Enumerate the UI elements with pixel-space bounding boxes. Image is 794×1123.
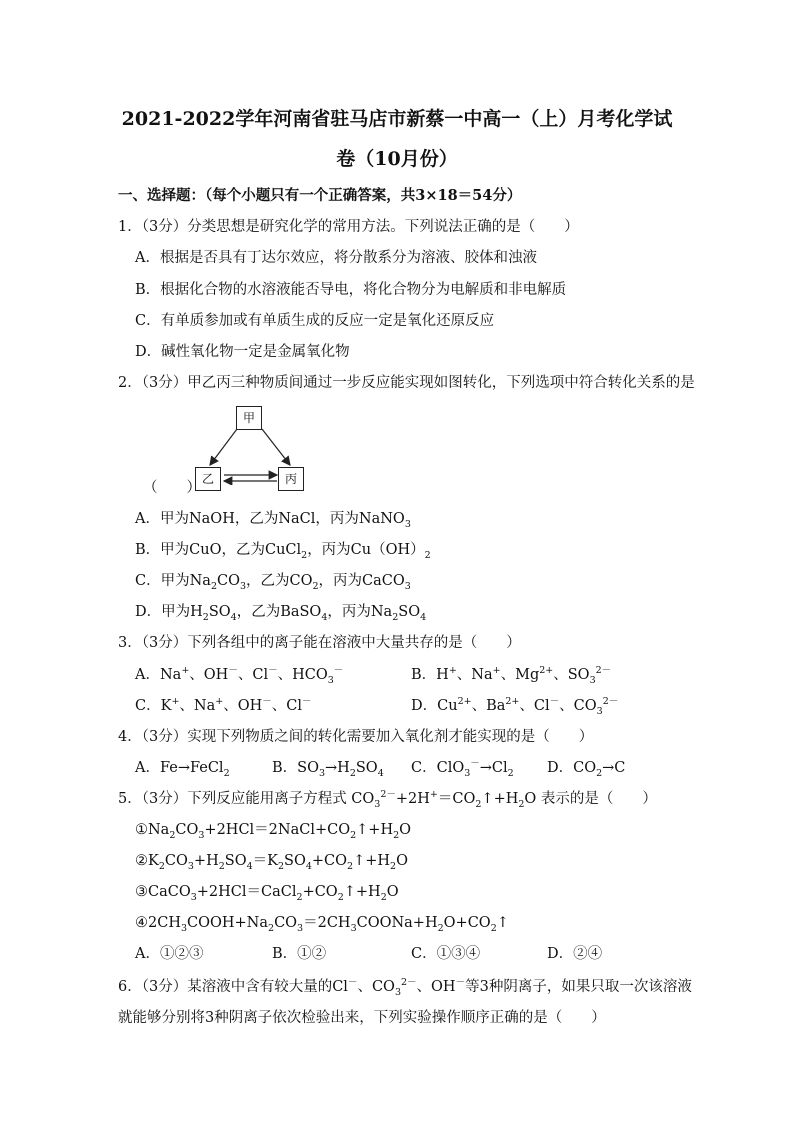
q4-option-c: C．$ClO_3^-\to Cl_2$ bbox=[411, 758, 514, 779]
exam-title-line-2: 卷（10月份） bbox=[336, 148, 458, 170]
q5-item-2: $②K_2CO_3+H_2SO_4=K_2SO_4+CO_2↑+H_2O$ bbox=[135, 853, 408, 872]
q5-option-b: B．①② bbox=[272, 946, 327, 962]
diagram-box-bing: 丙 bbox=[278, 467, 304, 491]
q3-option-a: A．Na+、OH－、Cl－、$HCO_3^-$ bbox=[135, 665, 344, 686]
q5-item-1: $①Na_2CO_3+2HCl=2NaCl+CO_2↑+H_2O$ bbox=[135, 822, 412, 841]
diagram-box-yi: 乙 bbox=[195, 467, 221, 491]
diagram-arrows bbox=[190, 405, 310, 485]
q1-option-c: C．有单质参加或有单质生成的反应一定是氧化还原反应 bbox=[135, 313, 495, 329]
q4-option-b: B．$SO_3\to H_2SO_4$ bbox=[272, 760, 384, 779]
q2-option-b: B．甲为CuO，乙为CuCl$_2$，丙为$Cu(OH)_2$ bbox=[135, 542, 431, 561]
q5-item-3: $③CaCO_3+2HCl=CaCl_2+CO_2↑+H_2O$ bbox=[135, 884, 399, 903]
q2-option-c: C．甲为$Na_2CO_3$，乙为$CO_2$，丙为CaCO$_3$ bbox=[135, 573, 411, 592]
q3-option-d: D．$Cu^{2+}$、$Ba^{2+}$、Cl－、$CO_3^{2-}$ bbox=[411, 696, 619, 717]
q5-stem: 5．（3分）下列反应能用离子方程式 $CO_3^{2-}+2H^+=CO_2↑+H_2O$ 表示的是（ ） bbox=[118, 789, 657, 810]
q4-stem: 4．（3分）实现下列物质之间的转化需要加入氧化剂才能实现的是（ ） bbox=[118, 729, 594, 745]
q3-option-b: B．H+、Na+、$Mg^{2+}$、$SO_3^{2-}$ bbox=[411, 665, 612, 686]
q1-option-a: A．根据是否具有丁达尔效应，将分散系分为溶液、胶体和浊液 bbox=[135, 250, 537, 266]
q6-stem-line-2: 就能够分别将3种阴离子依次检验出来，下列实验操作顺序正确的是（ ） bbox=[118, 1010, 606, 1026]
diagram-box-jia: 甲 bbox=[236, 406, 262, 430]
q5-option-c: C．①③④ bbox=[411, 946, 481, 962]
q6-stem-line-1: 6．（3分）某溶液中含有较大量的Cl－、$CO_3^{2-}$、OH－等3种阴离子，如果只取一次该溶液 bbox=[118, 977, 692, 998]
q2-option-a: A．甲为NaOH，乙为NaCl，丙为NaNO$_3$ bbox=[135, 511, 411, 530]
q4-option-d: D．$CO_2\to C$ bbox=[547, 760, 626, 779]
q5-item-4: $④2CH_3COOH+Na_2CO_3=2CH_3COONa+H_2O+CO_2↑$ bbox=[135, 915, 509, 934]
q1-stem: 1．（3分）分类思想是研究化学的常用方法。下列说法正确的是（ ） bbox=[118, 219, 579, 235]
q5-option-a: A．①②③ bbox=[135, 946, 204, 962]
q4-option-a: A．Fe→FeCl$_2$ bbox=[135, 760, 230, 779]
section-heading: 一、选择题：（每个小题只有一个正确答案，共3×18＝54分） bbox=[118, 187, 522, 204]
q1-option-d: D．碱性氧化物一定是金属氧化物 bbox=[135, 344, 350, 360]
q2-answer-blank: （ ） bbox=[143, 480, 201, 496]
q3-stem: 3．（3分）下列各组中的离子能在溶液中大量共存的是（ ） bbox=[118, 635, 521, 651]
exam-title-line-1: 2021-2022学年河南省驻马店市新蔡一中高一（上）月考化学试 bbox=[121, 108, 673, 130]
q2-option-d: D．甲为$H_2SO_4$，乙为BaSO$_4$，丙为$Na_2SO_4$ bbox=[135, 604, 427, 623]
q3-option-c: C．K+、Na+、OH－、Cl－ bbox=[135, 696, 312, 714]
q1-option-b: B．根据化合物的水溶液能否导电，将化合物分为电解质和非电解质 bbox=[135, 282, 567, 298]
q2-stem: 2．（3分）甲乙丙三种物质间通过一步反应能实现如图转化，下列选项中符合转化关系的是 bbox=[118, 375, 695, 391]
q5-option-d: D．②④ bbox=[547, 946, 603, 962]
